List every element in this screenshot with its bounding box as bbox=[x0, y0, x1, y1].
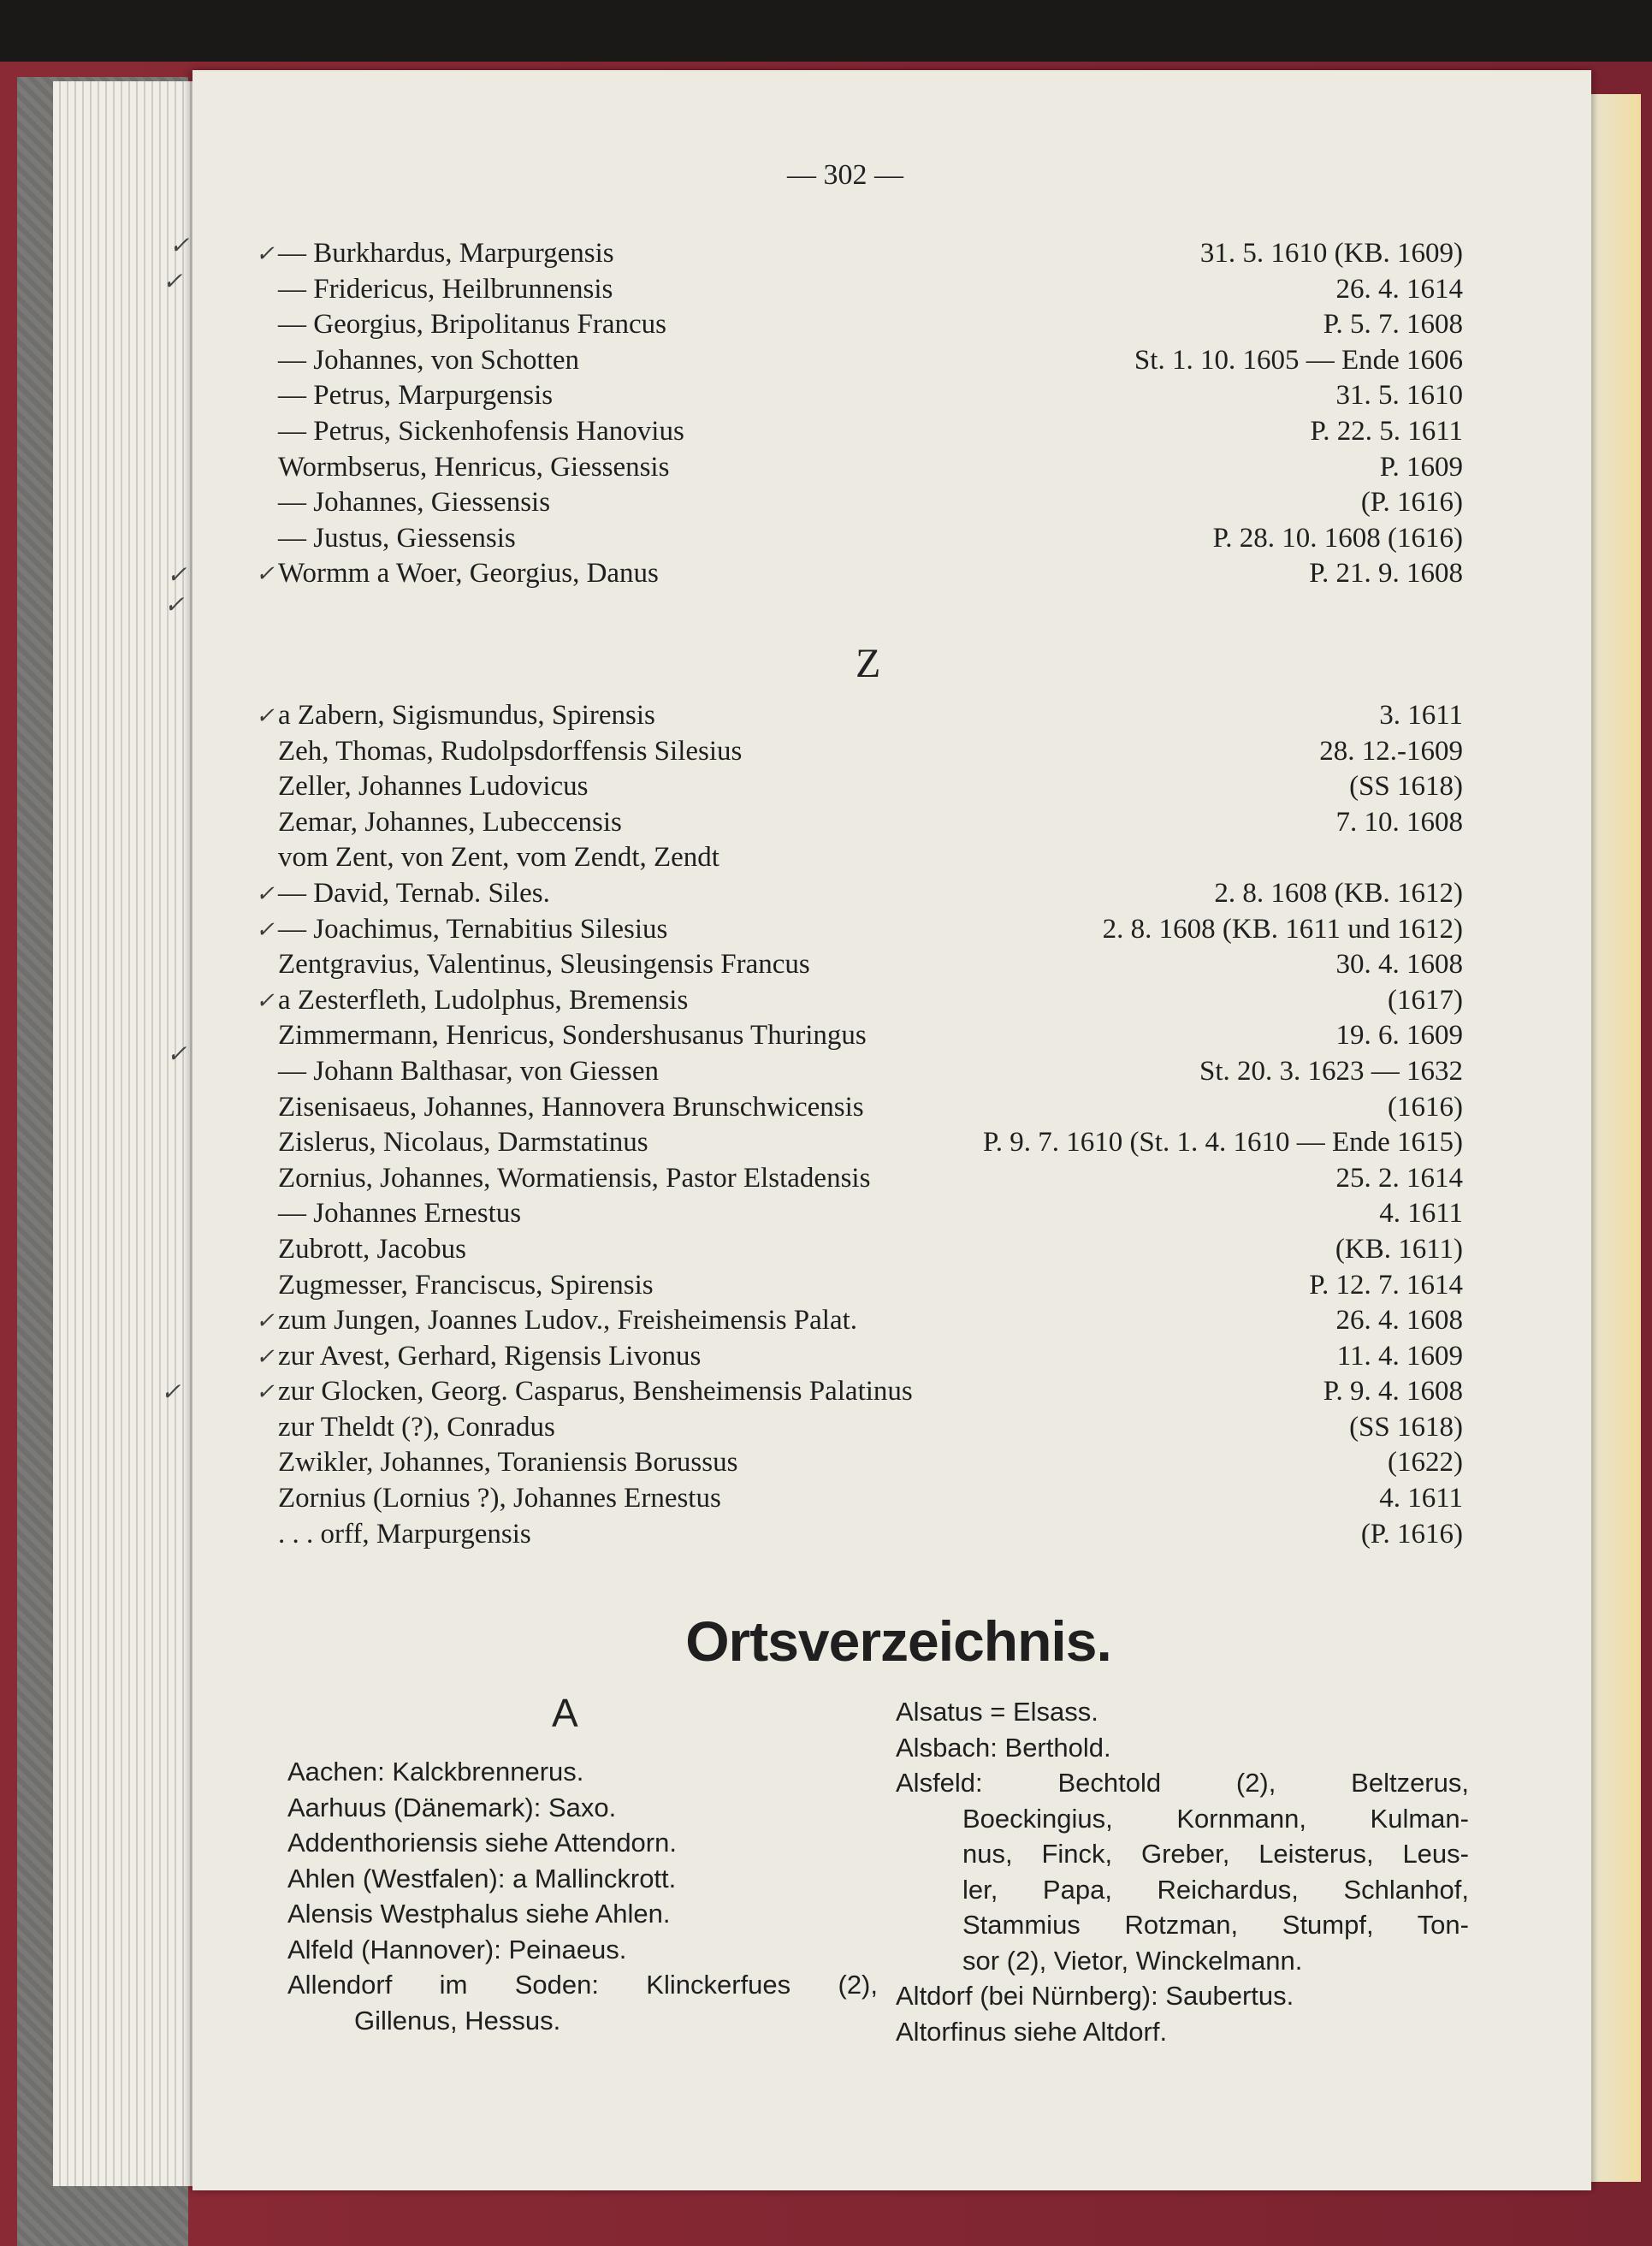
register-entry bbox=[256, 1374, 1463, 1410]
register-entry bbox=[278, 1232, 1463, 1268]
place-entry-line: Alsfeld: Bechtold (2), Beltzerus, bbox=[896, 1768, 1469, 1798]
entry-date: 4. 1611 bbox=[1379, 1483, 1463, 1514]
register-list-z bbox=[256, 698, 1463, 1552]
entry-name: — David, Ternab. Siles. bbox=[278, 877, 550, 909]
register-entry bbox=[278, 307, 1463, 343]
place-entry-line: Boeckingius, Kornmann, Kulman- bbox=[962, 1803, 1469, 1834]
register-entry bbox=[278, 450, 1463, 486]
section-heading-z: Z bbox=[856, 641, 881, 686]
entry-date: P. 5. 7. 1608 bbox=[1323, 309, 1463, 341]
place-entry-line: Addenthoriensis siehe Attendorn. bbox=[287, 1828, 677, 1858]
register-entry bbox=[278, 1125, 1463, 1161]
section-heading-a: A bbox=[552, 1691, 578, 1735]
place-index-column-2 bbox=[896, 1694, 1469, 2049]
register-entry bbox=[278, 1481, 1463, 1517]
entry-name: Wormbserus, Henricus, Giessensis bbox=[278, 451, 670, 483]
page-edges bbox=[53, 81, 207, 2186]
entry-date: P. 28. 10. 1608 (1616) bbox=[1212, 522, 1463, 554]
entry-name: — Joachimus, Ternabitius Silesius bbox=[278, 913, 668, 945]
entry-name: a Zabern, Sigismundus, Spirensis bbox=[278, 700, 655, 731]
entry-date: P. 9. 4. 1608 bbox=[1323, 1376, 1463, 1407]
register-entry bbox=[278, 414, 1463, 450]
index-title: Ortsverzeichnis. bbox=[685, 1609, 1111, 1673]
register-entry bbox=[256, 556, 1463, 592]
entry-date: P. 1609 bbox=[1379, 451, 1463, 483]
register-entry bbox=[256, 983, 1463, 1019]
register-entry bbox=[278, 947, 1463, 983]
entry-name: a Zesterfleth, Ludolphus, Bremensis bbox=[278, 984, 689, 1016]
register-entry bbox=[256, 1339, 1463, 1375]
place-entry-line: Altdorf (bei Nürnberg): Saubertus. bbox=[896, 1981, 1294, 2011]
register-entry bbox=[278, 1090, 1463, 1126]
entry-name: — Petrus, Marpurgensis bbox=[278, 380, 554, 412]
entry-name: Zeh, Thomas, Rudolpsdorffensis Silesius bbox=[278, 735, 743, 767]
entry-date: (SS 1618) bbox=[1349, 1411, 1463, 1443]
register-entry bbox=[278, 1196, 1463, 1232]
place-entry-line: Ahlen (Westfalen): a Mallinckrott. bbox=[287, 1863, 677, 1893]
entry-date: (1616) bbox=[1388, 1091, 1463, 1123]
register-entry bbox=[256, 698, 1463, 734]
register-entry bbox=[278, 272, 1463, 308]
register-entry bbox=[278, 805, 1463, 841]
entry-name: — Justus, Giessensis bbox=[278, 522, 516, 554]
entry-date: P. 21. 9. 1608 bbox=[1309, 558, 1463, 590]
margin-check-mark: ✓ bbox=[169, 233, 190, 259]
place-entry-line: nus, Finck, Greber, Leisterus, Leus- bbox=[962, 1839, 1469, 1869]
right-page-edge bbox=[1590, 94, 1641, 2182]
entry-date: 26. 4. 1608 bbox=[1335, 1305, 1463, 1336]
entry-name: — Johann Balthasar, von Giessen bbox=[278, 1055, 660, 1087]
entry-date: P. 12. 7. 1614 bbox=[1309, 1269, 1463, 1301]
place-entry-line: Gillenus, Hessus. bbox=[354, 2005, 561, 2036]
register-entry bbox=[278, 1445, 1463, 1481]
register-entry bbox=[278, 1054, 1463, 1090]
entry-name: zur Avest, Gerhard, Rigensis Livonus bbox=[278, 1340, 702, 1372]
entry-date: (1617) bbox=[1388, 984, 1463, 1016]
entry-date: 7. 10. 1608 bbox=[1335, 806, 1463, 838]
place-entry-line: Aachen: Kalckbrennerus. bbox=[287, 1757, 584, 1787]
entry-name: Zisenisaeus, Johannes, Hannovera Brunschwicensis bbox=[278, 1091, 864, 1123]
register-list-w bbox=[256, 236, 1463, 592]
entry-name: Zeller, Johannes Ludovicus bbox=[278, 771, 589, 803]
entry-name: — Johannes, Giessensis bbox=[278, 487, 551, 519]
entry-date: (P. 1616) bbox=[1360, 1518, 1463, 1550]
place-entry-line: Altorfinus siehe Altdorf. bbox=[896, 2016, 1168, 2047]
entry-name: zur Theldt (?), Conradus bbox=[278, 1411, 555, 1443]
entry-name: Zwikler, Johannes, Toraniensis Borussus bbox=[278, 1447, 738, 1479]
place-entry-line: Alsatus = Elsass. bbox=[896, 1697, 1098, 1727]
entry-name: Zislerus, Nicolaus, Darmstatinus bbox=[278, 1127, 648, 1159]
entry-date: 28. 12.-1609 bbox=[1319, 735, 1463, 767]
entry-date: P. 22. 5. 1611 bbox=[1310, 415, 1463, 447]
register-entry bbox=[278, 1268, 1463, 1304]
register-entry bbox=[278, 378, 1463, 414]
entry-name: . . . orff, Marpurgensis bbox=[278, 1518, 531, 1550]
margin-check-mark: ✓ bbox=[164, 592, 185, 619]
entry-date: 3. 1611 bbox=[1379, 700, 1463, 731]
check-mark: ✓ bbox=[256, 987, 275, 1013]
entry-name: Zornius, Johannes, Wormatiensis, Pastor Elstadensis bbox=[278, 1162, 871, 1194]
entry-date: 31. 5. 1610 (KB. 1609) bbox=[1199, 238, 1463, 269]
check-mark: ✓ bbox=[256, 1308, 275, 1334]
entry-name: Zugmesser, Franciscus, Spirensis bbox=[278, 1269, 654, 1301]
place-entry-line: ler, Papa, Reichardus, Schlanhof, bbox=[962, 1874, 1469, 1905]
entry-date: 31. 5. 1610 bbox=[1335, 380, 1463, 412]
entry-name: — Johannes Ernestus bbox=[278, 1198, 522, 1230]
margin-check-mark: ✓ bbox=[167, 562, 187, 589]
entry-date: St. 20. 3. 1623 — 1632 bbox=[1199, 1055, 1463, 1087]
check-mark: ✓ bbox=[256, 561, 275, 587]
place-entry-line: Stammius Rotzman, Stumpf, Ton- bbox=[962, 1910, 1469, 1940]
register-entry bbox=[278, 840, 1463, 876]
margin-check-mark: ✓ bbox=[167, 1041, 187, 1068]
register-entry bbox=[278, 485, 1463, 521]
place-entry-line: Allendorf im Soden: Klinckerfues (2), bbox=[287, 1970, 878, 2000]
page-number: — 302 — bbox=[787, 159, 903, 191]
register-entry bbox=[278, 1410, 1463, 1446]
entry-date: 4. 1611 bbox=[1379, 1198, 1463, 1230]
entry-name: zum Jungen, Joannes Ludov., Freisheimensis Palat. bbox=[278, 1305, 858, 1336]
entry-name: Zimmermann, Henricus, Sondershusanus Thuringus bbox=[278, 1020, 867, 1052]
place-entry-line: Alensis Westphalus siehe Ahlen. bbox=[287, 1899, 671, 1929]
entry-date: 2. 8. 1608 (KB. 1611 und 1612) bbox=[1102, 913, 1463, 945]
register-entry bbox=[278, 734, 1463, 770]
entry-date: 26. 4. 1614 bbox=[1335, 273, 1463, 305]
register-entry bbox=[278, 521, 1463, 557]
place-index-column-1 bbox=[287, 1754, 878, 2038]
check-mark: ✓ bbox=[256, 1379, 275, 1405]
entry-date: (1622) bbox=[1388, 1447, 1463, 1479]
entry-name: Wormm a Woer, Georgius, Danus bbox=[278, 558, 659, 590]
entry-date: (KB. 1611) bbox=[1335, 1233, 1463, 1265]
entry-name: — Petrus, Sickenhofensis Hanovius bbox=[278, 415, 684, 447]
place-entry-line: sor (2), Vietor, Winckelmann. bbox=[962, 1945, 1303, 1976]
entry-name: Zubrott, Jacobus bbox=[278, 1233, 466, 1265]
place-entry-line: Alsbach: Berthold. bbox=[896, 1732, 1111, 1763]
check-mark: ✓ bbox=[256, 880, 275, 906]
entry-date: (P. 1616) bbox=[1360, 487, 1463, 519]
register-entry bbox=[278, 769, 1463, 805]
entry-name: zur Glocken, Georg. Casparus, Bensheimensis Palatinus bbox=[278, 1376, 913, 1407]
entry-date: 2. 8. 1608 (KB. 1612) bbox=[1214, 877, 1463, 909]
register-entry bbox=[256, 912, 1463, 948]
entry-date: (SS 1618) bbox=[1349, 771, 1463, 803]
check-mark: ✓ bbox=[256, 703, 275, 728]
check-mark: ✓ bbox=[256, 916, 275, 942]
register-entry bbox=[278, 1161, 1463, 1197]
entry-date: St. 1. 10. 1605 — Ende 1606 bbox=[1134, 344, 1463, 376]
entry-date: 30. 4. 1608 bbox=[1335, 949, 1463, 981]
margin-check-mark: ✓ bbox=[161, 1379, 181, 1406]
register-entry bbox=[278, 1018, 1463, 1054]
entry-name: — Fridericus, Heilbrunnensis bbox=[278, 273, 613, 305]
entry-date: P. 9. 7. 1610 (St. 1. 4. 1610 — Ende 1615) bbox=[983, 1127, 1463, 1159]
entry-name: Zornius (Lornius ?), Johannes Ernestus bbox=[278, 1483, 721, 1514]
place-entry-line: Aarhuus (Dänemark): Saxo. bbox=[287, 1792, 617, 1822]
entry-name: Zemar, Johannes, Lubeccensis bbox=[278, 806, 622, 838]
register-entry bbox=[256, 1303, 1463, 1339]
entry-name: — Georgius, Bripolitanus Francus bbox=[278, 309, 667, 341]
register-entry bbox=[256, 236, 1463, 272]
margin-check-mark: ✓ bbox=[163, 269, 183, 295]
place-entry-line: Alfeld (Hannover): Peinaeus. bbox=[287, 1934, 627, 1965]
register-entry bbox=[256, 876, 1463, 912]
entry-name: vom Zent, von Zent, vom Zendt, Zendt bbox=[278, 842, 719, 874]
check-mark: ✓ bbox=[256, 1343, 275, 1369]
register-entry bbox=[278, 1517, 1463, 1553]
entry-name: — Burkhardus, Marpurgensis bbox=[278, 238, 614, 269]
entry-date: 25. 2. 1614 bbox=[1335, 1162, 1463, 1194]
register-entry bbox=[278, 343, 1463, 379]
entry-date: 19. 6. 1609 bbox=[1335, 1020, 1463, 1052]
entry-name: — Johannes, von Schotten bbox=[278, 344, 579, 376]
check-mark: ✓ bbox=[256, 241, 275, 266]
entry-date: 11. 4. 1609 bbox=[1336, 1340, 1463, 1372]
entry-name: Zentgravius, Valentinus, Sleusingensis Francus bbox=[278, 949, 810, 981]
